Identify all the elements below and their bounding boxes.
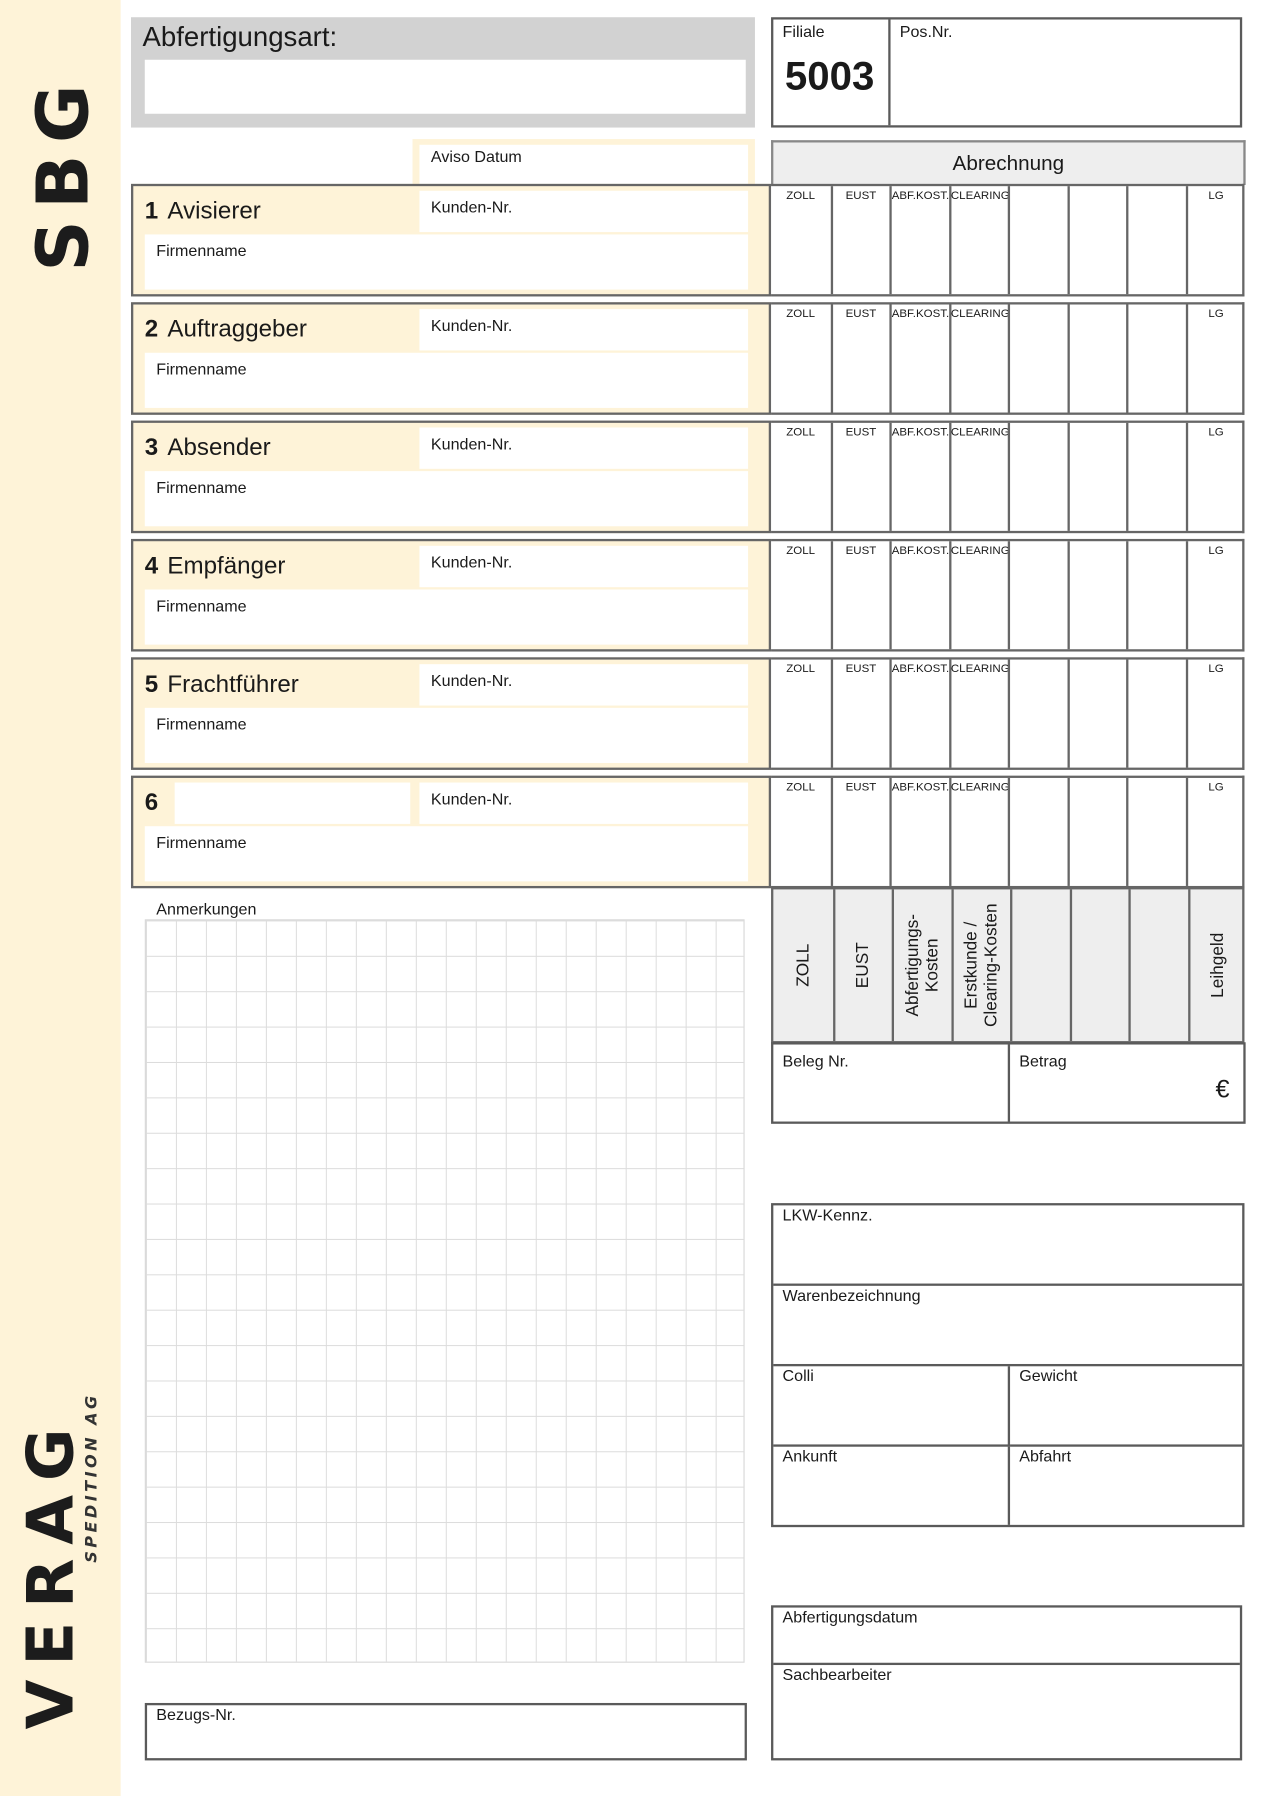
section-title-text: Avisierer [167, 197, 261, 225]
section-number: 6 [144, 789, 159, 816]
amount-cell[interactable]: LG [1185, 541, 1244, 649]
ware-label: Warenbezeichnung [782, 1285, 921, 1305]
amount-cell[interactable]: EUST [830, 423, 889, 531]
anmerkungen-grid[interactable] [145, 919, 745, 1662]
abfertigungsart-label: Abfertigungsart: [142, 21, 338, 53]
firmenname-field[interactable] [145, 234, 748, 289]
column-header-label: Erstkunde / Clearing-Kosten [962, 903, 1002, 1028]
amount-cell[interactable]: ZOLL [786, 663, 815, 676]
kunden-nr-label: Kunden-Nr. [430, 434, 513, 453]
amount-cell[interactable]: ZOLL [786, 307, 815, 321]
amount-cell[interactable]: LG [1185, 660, 1244, 768]
aviso-box [413, 139, 755, 185]
amount-cell[interactable] [1008, 186, 1067, 294]
firmenname-label: Firmenname [156, 478, 247, 497]
amount-cell[interactable] [1126, 778, 1185, 886]
column-header [1128, 889, 1187, 1041]
kunden-nr-field[interactable] [419, 309, 748, 350]
sachbearbeiter-field[interactable] [773, 1665, 1240, 1758]
firmenname-label: Firmenname [156, 359, 247, 379]
abrechnung-row-4 [771, 539, 1244, 652]
amount-cell[interactable]: LG [1185, 423, 1244, 531]
beleg-label: Beleg Nr. [782, 1051, 849, 1070]
abfertigungsdatum-field[interactable] [773, 1608, 1240, 1665]
column-header [773, 889, 832, 1041]
amount-cell[interactable]: EUST [830, 186, 889, 294]
amount-cell[interactable] [1008, 423, 1067, 531]
colli-field[interactable] [773, 1366, 1010, 1446]
sachbearbeiter-label: Sachbearbeiter [782, 1665, 892, 1684]
amount-cell[interactable]: ABF.KOST. [889, 660, 948, 768]
kunden-nr-label: Kunden-Nr. [430, 316, 513, 335]
kunden-nr-label: Kunden-Nr. [430, 197, 513, 217]
betrag-field[interactable] [1010, 1045, 1243, 1122]
amount-cell[interactable]: ZOLL [786, 426, 815, 439]
footer-box [771, 1605, 1242, 1760]
lkw-label: LKW-Kennz. [782, 1205, 873, 1224]
column-header [1188, 889, 1247, 1041]
section-number: 4 [144, 552, 159, 580]
firmenname-field[interactable] [145, 471, 748, 526]
amount-cell[interactable]: ZOLL [786, 544, 815, 558]
abfertigungsdatum-label: Abfertigungsdatum [782, 1607, 918, 1626]
amount-cell[interactable] [1008, 660, 1067, 768]
amount-cell[interactable] [1067, 778, 1126, 886]
abfahrt-field[interactable] [1010, 1447, 1242, 1525]
firmenname-label: Firmenname [156, 833, 247, 852]
abrechnung-row-1 [771, 184, 1244, 297]
amount-cell[interactable]: ZOLL [786, 189, 815, 203]
firmenname-label: Firmenname [156, 596, 247, 615]
amount-cell[interactable]: EUST [830, 778, 889, 886]
gewicht-field[interactable] [1010, 1366, 1242, 1446]
party-section-6 [131, 776, 771, 889]
firmenname-field[interactable] [145, 708, 748, 763]
amount-cell[interactable]: LG [1185, 186, 1244, 294]
abrechnung-row-5 [771, 657, 1244, 770]
amount-cell[interactable] [1067, 423, 1126, 531]
firmenname-field[interactable] [145, 589, 748, 644]
amount-cell[interactable] [1067, 305, 1126, 413]
firmenname-label: Firmenname [156, 714, 247, 734]
spedition-ag-logo: SPEDITION AG [82, 1392, 102, 1563]
amount-cell[interactable] [1067, 541, 1126, 649]
amount-cell[interactable]: EUST [830, 660, 889, 768]
lkw-field[interactable] [773, 1205, 1242, 1285]
column-header [1069, 889, 1128, 1041]
amount-cell[interactable] [1008, 778, 1067, 886]
amount-cell[interactable]: EUST [830, 541, 889, 649]
amount-cell[interactable]: CLEARING [949, 660, 1008, 768]
party-section-1 [131, 184, 771, 297]
section-title [145, 671, 299, 699]
section-title [145, 316, 307, 344]
column-header-label: ZOLL [793, 943, 813, 987]
column-header-label: EUST [853, 942, 874, 989]
aviso-field[interactable] [419, 145, 748, 185]
abrechnung-row-2 [771, 302, 1244, 415]
amount-cell[interactable]: ABF.KOST. [889, 778, 948, 886]
section-number: 1 [144, 197, 159, 225]
amount-cell[interactable]: CLEARING [949, 778, 1008, 886]
amount-cell[interactable] [1126, 423, 1185, 531]
amount-cell[interactable]: ABF.KOST. [889, 423, 948, 531]
section-title-text: Auftraggeber [167, 316, 307, 343]
kunden-nr-field[interactable] [419, 191, 748, 232]
posnr-field[interactable] [893, 43, 1238, 123]
gewicht-label: Gewicht [1019, 1366, 1078, 1385]
amount-cell[interactable] [1126, 305, 1185, 413]
transport-box [771, 1203, 1244, 1527]
firmenname-field[interactable] [145, 353, 748, 408]
betrag-label: Betrag [1019, 1051, 1067, 1070]
section-title [145, 198, 261, 226]
amount-cell[interactable]: CLEARING [949, 423, 1008, 531]
posnr-label: Pos.Nr. [899, 21, 953, 41]
kunden-nr-field[interactable] [419, 783, 748, 824]
amount-cell[interactable]: CLEARING [949, 541, 1008, 649]
section-number: 2 [144, 316, 159, 343]
kunden-nr-field[interactable] [419, 546, 748, 587]
amount-cell[interactable] [1008, 305, 1067, 413]
abrechnung-row-3 [771, 421, 1244, 534]
section-title [145, 434, 271, 462]
section-title-text: Absender [167, 434, 271, 461]
amount-cell[interactable] [1126, 541, 1185, 649]
column-header [951, 889, 1010, 1041]
abfertigungsart-field[interactable] [145, 60, 746, 114]
abfahrt-label: Abfahrt [1019, 1446, 1072, 1466]
column-header [1010, 889, 1069, 1041]
abrechnung-header [771, 140, 1246, 185]
amount-cell[interactable] [1067, 660, 1126, 768]
bezugs-label: Bezugs-Nr. [156, 1705, 236, 1724]
amount-cell[interactable]: CLEARING [949, 186, 1008, 294]
filiale-value: 5003 [784, 54, 875, 99]
amount-cell[interactable] [1126, 660, 1185, 768]
anmerkungen-label: Anmerkungen [156, 899, 257, 919]
filiale-cell [773, 20, 890, 126]
party-section-5 [131, 657, 771, 770]
ankunft-label: Ankunft [782, 1446, 838, 1466]
colli-label: Colli [782, 1366, 814, 1385]
filiale-box [771, 17, 1242, 127]
ankunft-field[interactable] [773, 1447, 1010, 1525]
section-title [145, 789, 168, 817]
amount-cell[interactable]: LG [1185, 778, 1244, 886]
amount-cell[interactable]: LG [1185, 305, 1244, 413]
section-title-text: Empfänger [167, 552, 286, 580]
verag-logo: VERAG [13, 1414, 89, 1730]
amount-cell[interactable]: ZOLL [786, 781, 815, 795]
aviso-label: Aviso Datum [430, 147, 522, 166]
section-number: 5 [144, 671, 159, 698]
abrechnung-row-6 [771, 776, 1244, 889]
ware-field[interactable] [773, 1286, 1242, 1366]
column-header-label: Leihgeld [1208, 932, 1229, 998]
kunden-nr-label: Kunden-Nr. [430, 789, 513, 808]
amount-cell[interactable]: ABF.KOST. [889, 541, 948, 649]
abfertigungsart-box [131, 17, 755, 127]
kunden-nr-label: Kunden-Nr. [430, 671, 513, 690]
party-section-4 [131, 539, 771, 652]
column-header-band [771, 887, 1244, 1043]
beleg-field[interactable] [773, 1045, 1010, 1122]
abrechnung-label: Abrechnung [952, 151, 1065, 175]
kunden-nr-label: Kunden-Nr. [430, 552, 513, 572]
firmenname-field[interactable] [145, 826, 748, 881]
amount-cell[interactable]: ABF.KOST. [889, 186, 948, 294]
amount-cell[interactable] [1008, 541, 1067, 649]
column-header-label: Abfertigungs- Kosten [902, 913, 942, 1017]
filiale-label: Filiale [782, 21, 825, 41]
party-section-3 [131, 421, 771, 534]
kunden-nr-field[interactable] [419, 427, 748, 468]
amount-cell[interactable]: CLEARING [949, 305, 1008, 413]
amount-cell[interactable] [1067, 186, 1126, 294]
sbg-logo: SBG [20, 73, 105, 272]
euro-icon: € [1215, 1074, 1230, 1104]
section-title-text: Frachtführer [167, 671, 299, 698]
firmenname-label: Firmenname [156, 241, 247, 260]
section-title [145, 553, 286, 581]
column-header [892, 889, 951, 1041]
kunden-nr-field[interactable] [419, 664, 748, 705]
bezugs-field[interactable] [145, 1703, 747, 1760]
amount-cell[interactable]: ABF.KOST. [889, 305, 948, 413]
amount-cell[interactable] [1126, 186, 1185, 294]
section-number: 3 [144, 434, 159, 461]
column-header [833, 889, 892, 1041]
amount-cell[interactable]: EUST [830, 305, 889, 413]
beleg-betrag-box [771, 1042, 1246, 1124]
section-title-field[interactable] [175, 783, 411, 824]
party-section-2 [131, 302, 771, 415]
